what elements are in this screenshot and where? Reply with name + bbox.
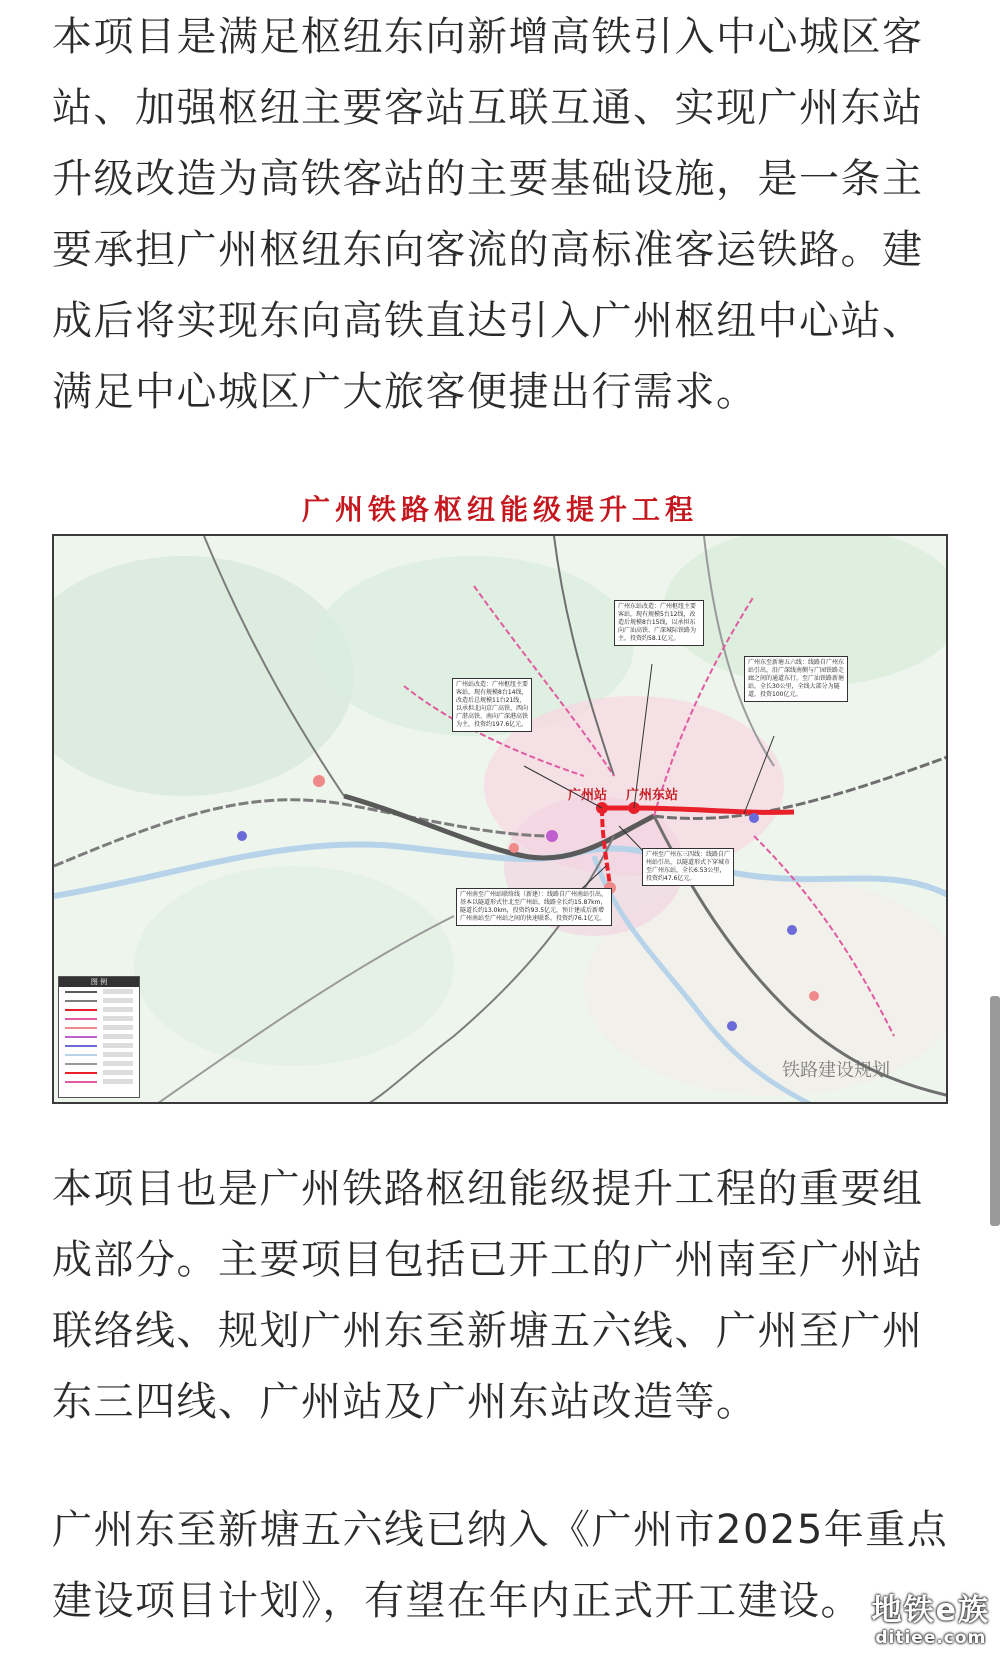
site-watermark-domain: ditiee.com: [875, 1628, 987, 1648]
paragraph-line: 建设项目计划》，有望在年内正式开工建设。: [52, 1578, 862, 1624]
legend-row: [59, 1032, 139, 1041]
callout-guangzhou-station: 广州站改造：广州枢纽主要客站，现有规模8台14线，改造后总规模11台21线，以承担北向京广高铁、西向广湛高铁、南向广深港高铁为主，投资约197.6亿元。: [452, 678, 532, 732]
paragraph-line: 要承担广州枢纽东向客流的高标准客运铁路。建: [52, 227, 924, 273]
article-paragraph-3: [52, 1495, 952, 1637]
paragraph-line: 本项目是满足枢纽东向新增高铁引入中心城区客: [52, 14, 924, 60]
legend-title: 图 例: [59, 977, 139, 987]
callout-line-3-4: 广州至广州东三四线：线路自广州站引出，以隧道形式下穿城市至广州东站，全长6.53公里，投资约47.6亿元。: [642, 848, 734, 886]
callout-east-station: 广州东站改造：广州枢纽主要客站，现有规模5台12线，改造后规模8台15线，以承担东向广汕高铁、广深城际铁路为主，投资约58.1亿元。: [614, 600, 704, 646]
map-legend: [58, 976, 140, 1098]
paragraph-line: 满足中心城区广大旅客便捷出行需求。: [52, 369, 758, 415]
guangzhou-station-label: 广州站: [568, 788, 608, 803]
article-paragraph-2: [52, 1154, 952, 1438]
page-scrollbar[interactable]: [990, 996, 1000, 1226]
legend-row: [59, 1041, 139, 1050]
paragraph-line: 站、加强枢纽主要客站互联互通、实现广州东站: [52, 85, 924, 131]
legend-row: [59, 996, 139, 1005]
paragraph-line: 广州东至新塘五六线已纳入《广州市2025年重点: [52, 1507, 949, 1553]
railway-hub-map[interactable]: [52, 534, 948, 1104]
legend-row: [59, 1050, 139, 1059]
paragraph-line: 本项目也是广州铁路枢纽能级提升工程的重要组: [52, 1166, 924, 1212]
legend-row: [59, 1005, 139, 1014]
callout-liaison-line: 广州南至广州站联络线（新建）：线路自广州南站引出，基本以隧道形式往北至广州站，线路全长约15.87km，隧道长约13.0km，投资约93.5亿元，预计建成后新增广州南站至广州站之间的快速联系，投资约76.1亿元。: [456, 888, 612, 926]
article-paragraph-1: [52, 2, 952, 428]
legend-row: [59, 1023, 139, 1032]
paragraph-line: 东三四线、广州站及广州东站改造等。: [52, 1379, 758, 1425]
legend-row: [59, 1068, 139, 1077]
guangzhou-east-station-label: 广州东站: [626, 788, 679, 803]
site-watermark-name: 地铁e族: [871, 1593, 990, 1628]
map-watermark: 铁路建设规划: [782, 1060, 890, 1081]
map-graphic: [54, 536, 948, 1104]
map-title: 广州铁路枢纽能级提升工程: [301, 493, 698, 526]
legend-row: [59, 987, 139, 996]
paragraph-line: 成后将实现东向高铁直达引入广州枢纽中心站、: [52, 298, 924, 344]
legend-row: [59, 1077, 139, 1086]
callout-line-5-6: 广州东至新塘五六线：线路自广州东站引出，沿广深线南侧与广园铁路走廊之间的通道东行，至广汕铁路新塘站，全长30公里，全线大部分为隧道，投资100亿元。: [744, 656, 848, 702]
legend-row: [59, 1014, 139, 1023]
paragraph-line: 成部分。主要项目包括已开工的广州南至广州站: [52, 1237, 924, 1283]
paragraph-line: 联络线、规划广州东至新塘五六线、广州至广州: [52, 1308, 924, 1354]
site-watermark-logo: [872, 1594, 990, 1648]
legend-row: [59, 1059, 139, 1068]
paragraph-line: 升级改造为高铁客站的主要基础设施，是一条主: [52, 156, 924, 202]
